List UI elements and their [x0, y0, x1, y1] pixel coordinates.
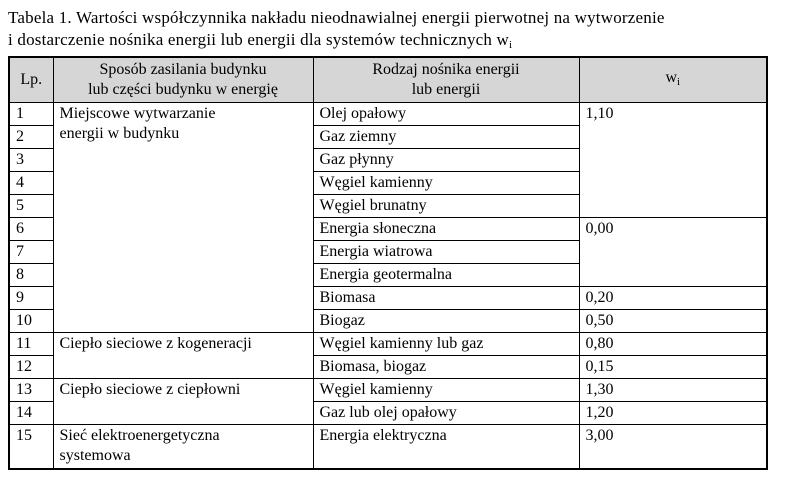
carrier-cell: Węgiel brunatny [313, 195, 579, 218]
table-body [9, 103, 767, 469]
supply-cell: Miejscowe wytwarzanie energii w budynku [53, 103, 313, 333]
coefficients-table [8, 56, 768, 470]
supply-cell: Ciepło sieciowe z ciepłowni [53, 379, 313, 425]
lp-cell: 4 [9, 172, 53, 195]
header-supply: Sposób zasilania budynku lub części budynku w energię [53, 57, 313, 103]
carrier-cell: Gaz ziemny [313, 126, 579, 149]
carrier-cell: Węgiel kamienny [313, 172, 579, 195]
lp-cell: 1 [9, 103, 53, 126]
table-row [9, 103, 767, 126]
header-lp: Lp. [9, 57, 53, 103]
lp-cell: 8 [9, 264, 53, 287]
lp-cell: 13 [9, 379, 53, 402]
w-value-cell: 1,20 [579, 402, 767, 425]
carrier-cell: Węgiel kamienny lub gaz [313, 333, 579, 356]
title-w-subscript: i [509, 39, 513, 51]
carrier-cell: Energia geotermalna [313, 264, 579, 287]
carrier-cell: Olej opałowy [313, 103, 579, 126]
lp-cell: 14 [9, 402, 53, 425]
lp-cell: 5 [9, 195, 53, 218]
supply-cell: Sieć elektroenergetyczna systemowa [53, 425, 313, 469]
carrier-cell: Gaz lub olej opałowy [313, 402, 579, 425]
carrier-cell: Energia elektryczna [313, 425, 579, 469]
w-value-cell: 0,00 [579, 218, 767, 287]
w-value-cell: 0,20 [579, 287, 767, 310]
lp-cell: 2 [9, 126, 53, 149]
w-value-cell: 3,00 [579, 425, 767, 469]
header-w: $w_i$ [579, 57, 767, 103]
table-header [9, 57, 767, 103]
title-line-1: Tabela 1. Wartości współczynnika nakładu nieodnawialnej energii pierwotnej na wytworzenie [8, 8, 665, 27]
page-title [8, 7, 780, 56]
table-row [9, 379, 767, 402]
title-line-2: i dostarczenie nośnika energii lub energii dla systemów technicznych $w_i$ [8, 30, 513, 51]
w-value-cell: 0,15 [579, 356, 767, 379]
header-carrier: Rodzaj nośnika energii lub energii [313, 57, 579, 103]
lp-cell: 7 [9, 241, 53, 264]
lp-cell: 12 [9, 356, 53, 379]
lp-cell: 9 [9, 287, 53, 310]
lp-cell: 15 [9, 425, 53, 469]
w-value-cell: 0,50 [579, 310, 767, 333]
header-row [9, 57, 767, 103]
table-row [9, 425, 767, 469]
carrier-cell: Energia słoneczna [313, 218, 579, 241]
w-value-cell: 1,30 [579, 379, 767, 402]
w-value-cell: 0,80 [579, 333, 767, 356]
supply-cell: Ciepło sieciowe z kogeneracji [53, 333, 313, 379]
carrier-cell: Biomasa, biogaz [313, 356, 579, 379]
carrier-cell: Energia wiatrowa [313, 241, 579, 264]
table-row [9, 333, 767, 356]
lp-cell: 6 [9, 218, 53, 241]
carrier-cell: Biomasa [313, 287, 579, 310]
carrier-cell: Biogaz [313, 310, 579, 333]
header-w-subscript: i [677, 76, 681, 88]
w-value-cell: 1,10 [579, 103, 767, 218]
carrier-cell: Gaz płynny [313, 149, 579, 172]
lp-cell: 3 [9, 149, 53, 172]
lp-cell: 10 [9, 310, 53, 333]
lp-cell: 11 [9, 333, 53, 356]
carrier-cell: Węgiel kamienny [313, 379, 579, 402]
